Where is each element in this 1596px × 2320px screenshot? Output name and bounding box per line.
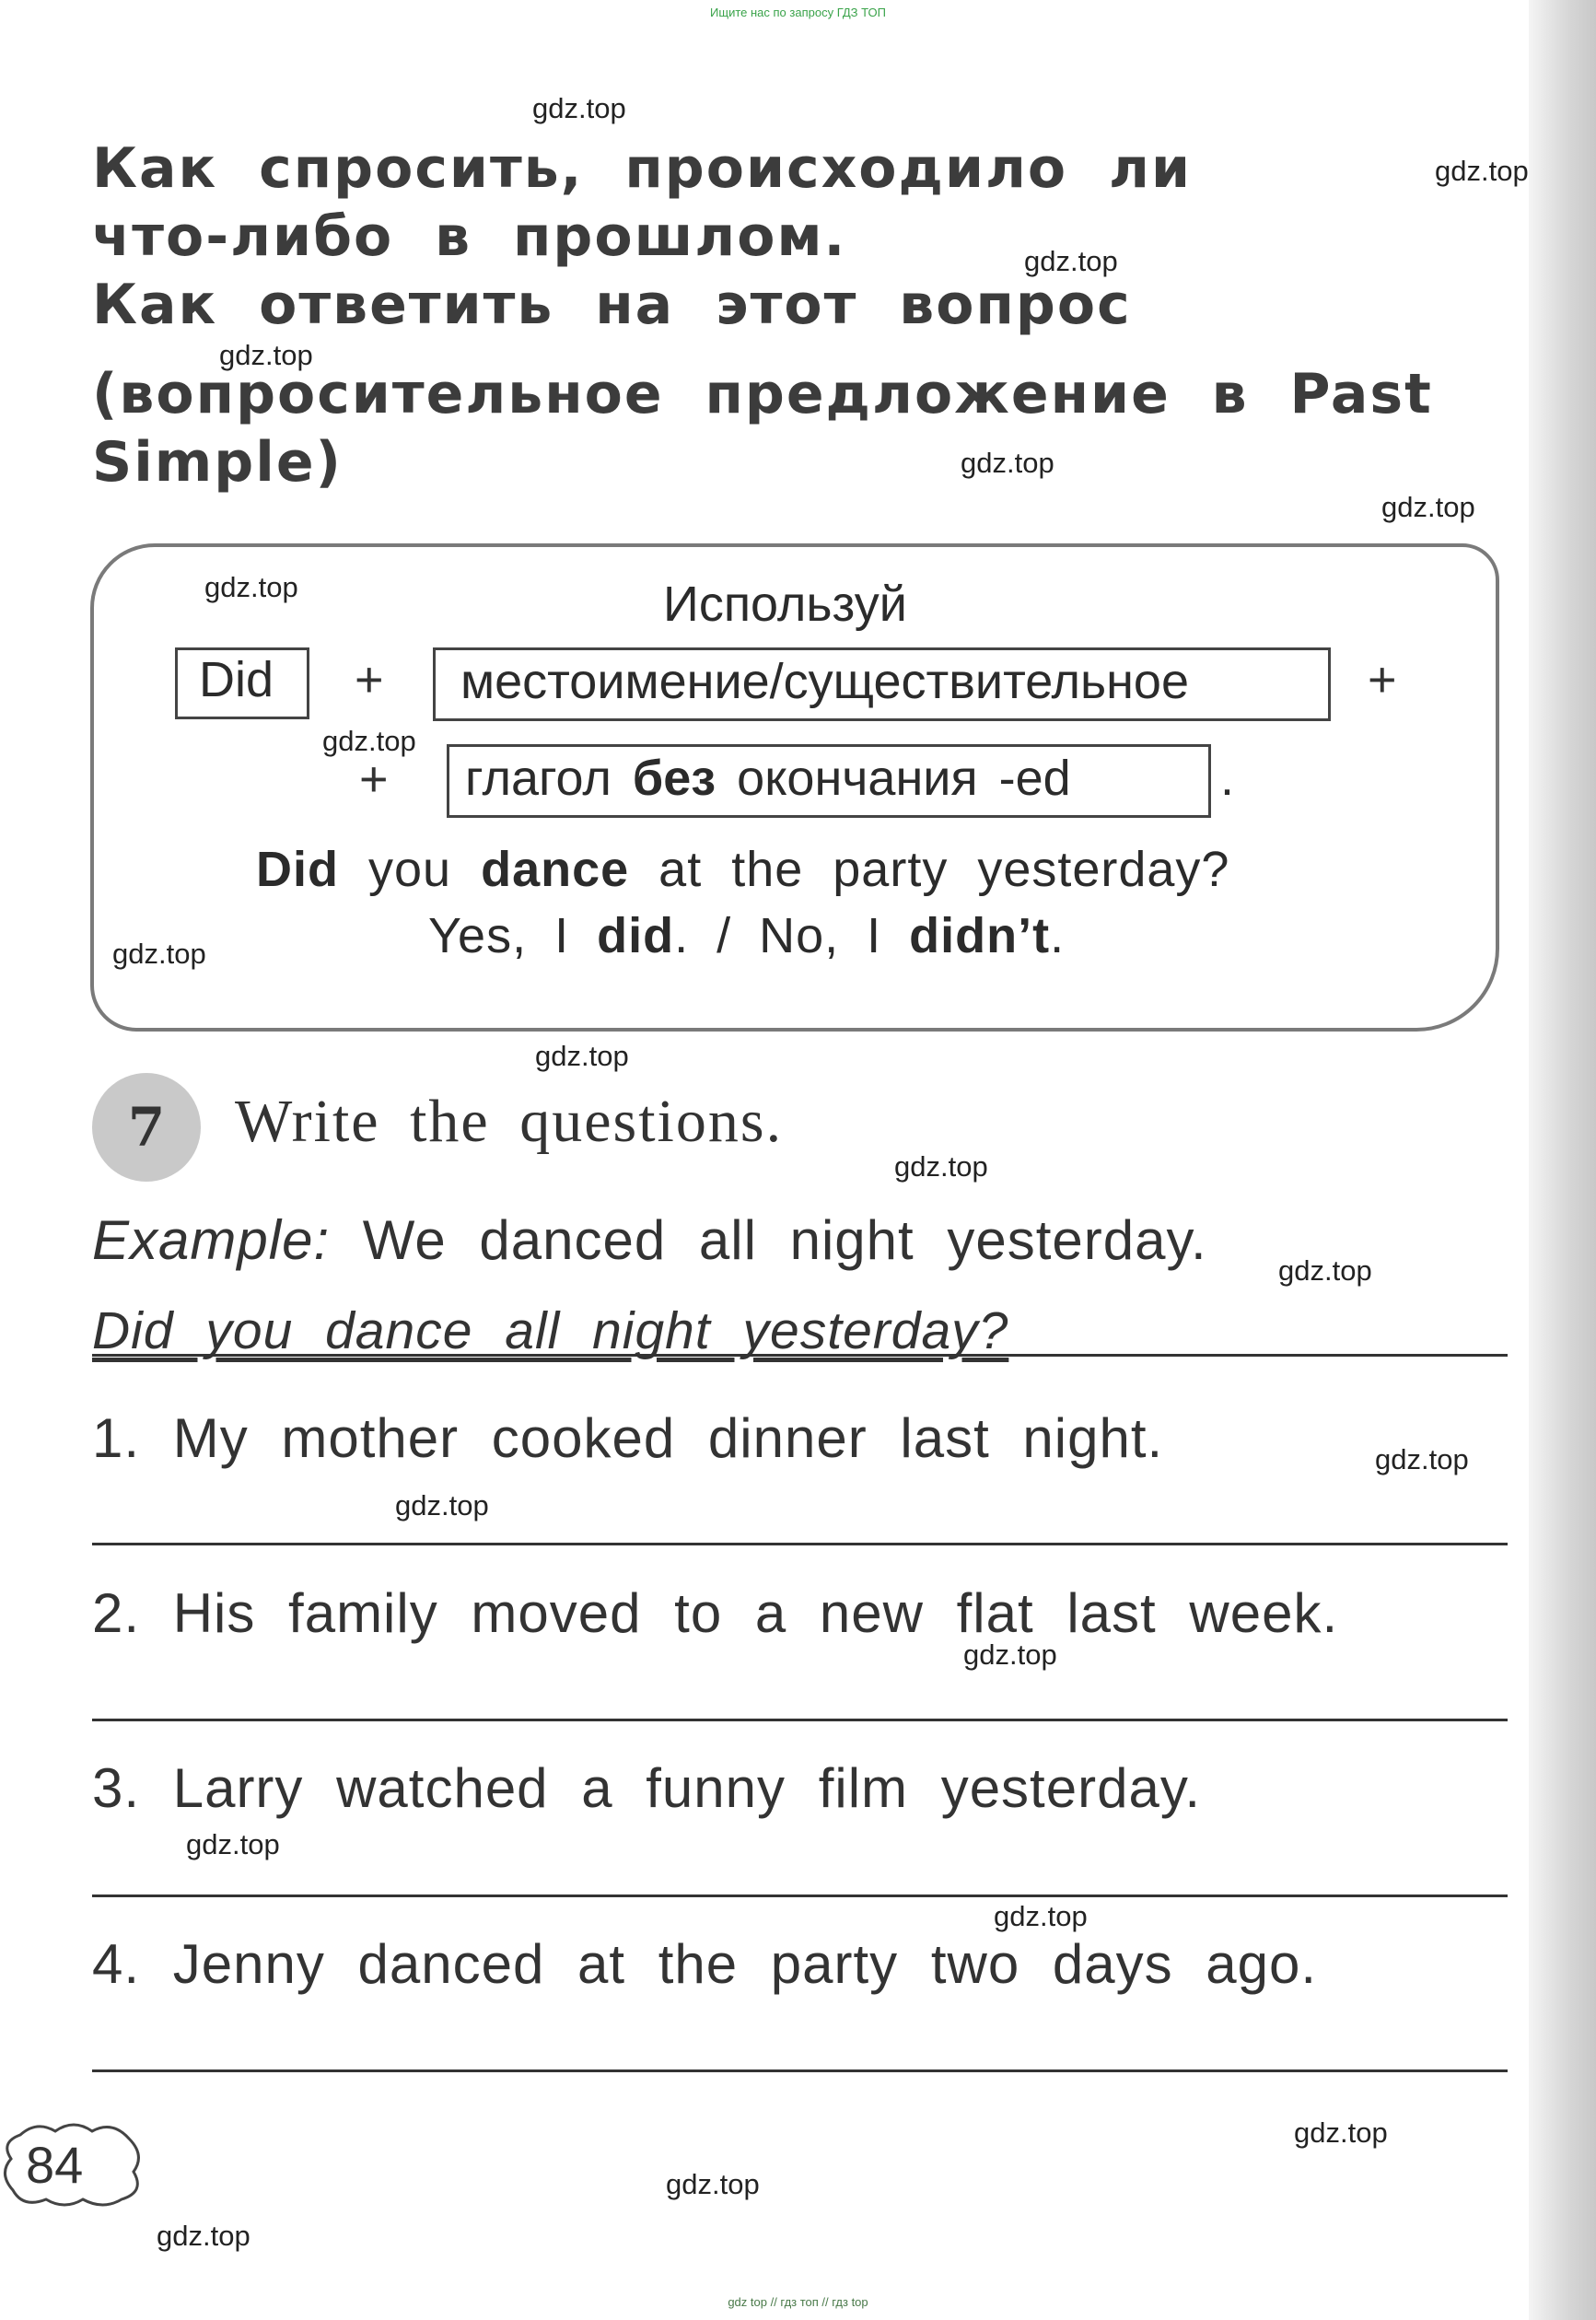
header-note: Ищите нас по запросу ГДЗ ТОП [710, 6, 886, 19]
item-1: 1. My mother cooked dinner last night. [92, 1407, 1164, 1469]
watermark: gdz.top [322, 725, 416, 757]
watermark: gdz.top [186, 1828, 280, 1860]
item-2: 2. His family moved to a new flat last week. [92, 1582, 1339, 1644]
watermark: gdz.top [666, 2168, 760, 2200]
rule-verb: глагол без окончания -ed [465, 751, 1071, 806]
title-line-2: что-либо в прошлом. [92, 204, 847, 269]
watermark: gdz.top [961, 447, 1054, 479]
watermark: gdz.top [1375, 1443, 1469, 1475]
task-instruction: Write the questions. [235, 1088, 784, 1155]
page-edge-shadow [1529, 0, 1596, 2320]
answer-line-4[interactable] [92, 2069, 1508, 2072]
item-3: 3. Larry watched a funny film yesterday. [92, 1757, 1202, 1819]
watermark: gdz.top [204, 571, 298, 603]
example-answer: Did you dance all night yesterday? [92, 1301, 1009, 1360]
watermark: gdz.top [963, 1638, 1057, 1671]
watermark: gdz.top [1278, 1254, 1372, 1287]
rule-example-answer: Yes, I did. / No, I didn’t. [428, 908, 1066, 963]
title-line-3: Как ответить на этот вопрос [92, 273, 1132, 337]
watermark: gdz.top [1435, 155, 1529, 187]
example-answer-line [92, 1354, 1508, 1357]
footer-note: gdz top // гдз топ // гдз top [728, 2295, 868, 2309]
watermark: gdz.top [894, 1150, 988, 1183]
plus-sign-2: + [1368, 652, 1397, 707]
watermark: gdz.top [1024, 245, 1118, 277]
plus-sign-1: + [355, 652, 384, 707]
answer-line-1[interactable] [92, 1543, 1508, 1545]
watermark: gdz.top [1381, 491, 1475, 523]
page-number: 84 [26, 2136, 84, 2194]
watermark: gdz.top [532, 92, 626, 124]
example-sentence: Example: We danced all night yesterday. [92, 1209, 1207, 1271]
watermark: gdz.top [157, 2220, 250, 2252]
watermark: gdz.top [395, 1489, 489, 1521]
rule-heading: Используй [663, 577, 907, 632]
answer-line-3[interactable] [92, 1894, 1508, 1897]
task-number: 7 [127, 1096, 166, 1159]
item-4: 4. Jenny danced at the party two days ago. [92, 1933, 1318, 1995]
rule-period: . [1220, 751, 1235, 806]
rule-example-question: Did you dance at the party yesterday? [256, 842, 1230, 897]
watermark: gdz.top [219, 339, 313, 371]
watermark: gdz.top [112, 938, 206, 970]
plus-sign-3: + [359, 752, 389, 807]
rule-did: Did [199, 652, 274, 707]
title-line-4: (вопросительное предложение в Past [92, 362, 1433, 426]
title-line-5: Simple) [92, 430, 343, 495]
title-line-1: Как спросить, происходило ли [92, 136, 1193, 201]
watermark: gdz.top [1294, 2116, 1388, 2149]
watermark: gdz.top [994, 1900, 1088, 1932]
rule-subject: местоимение/существительное [460, 654, 1189, 709]
watermark: gdz.top [535, 1040, 629, 1072]
answer-line-2[interactable] [92, 1719, 1508, 1721]
